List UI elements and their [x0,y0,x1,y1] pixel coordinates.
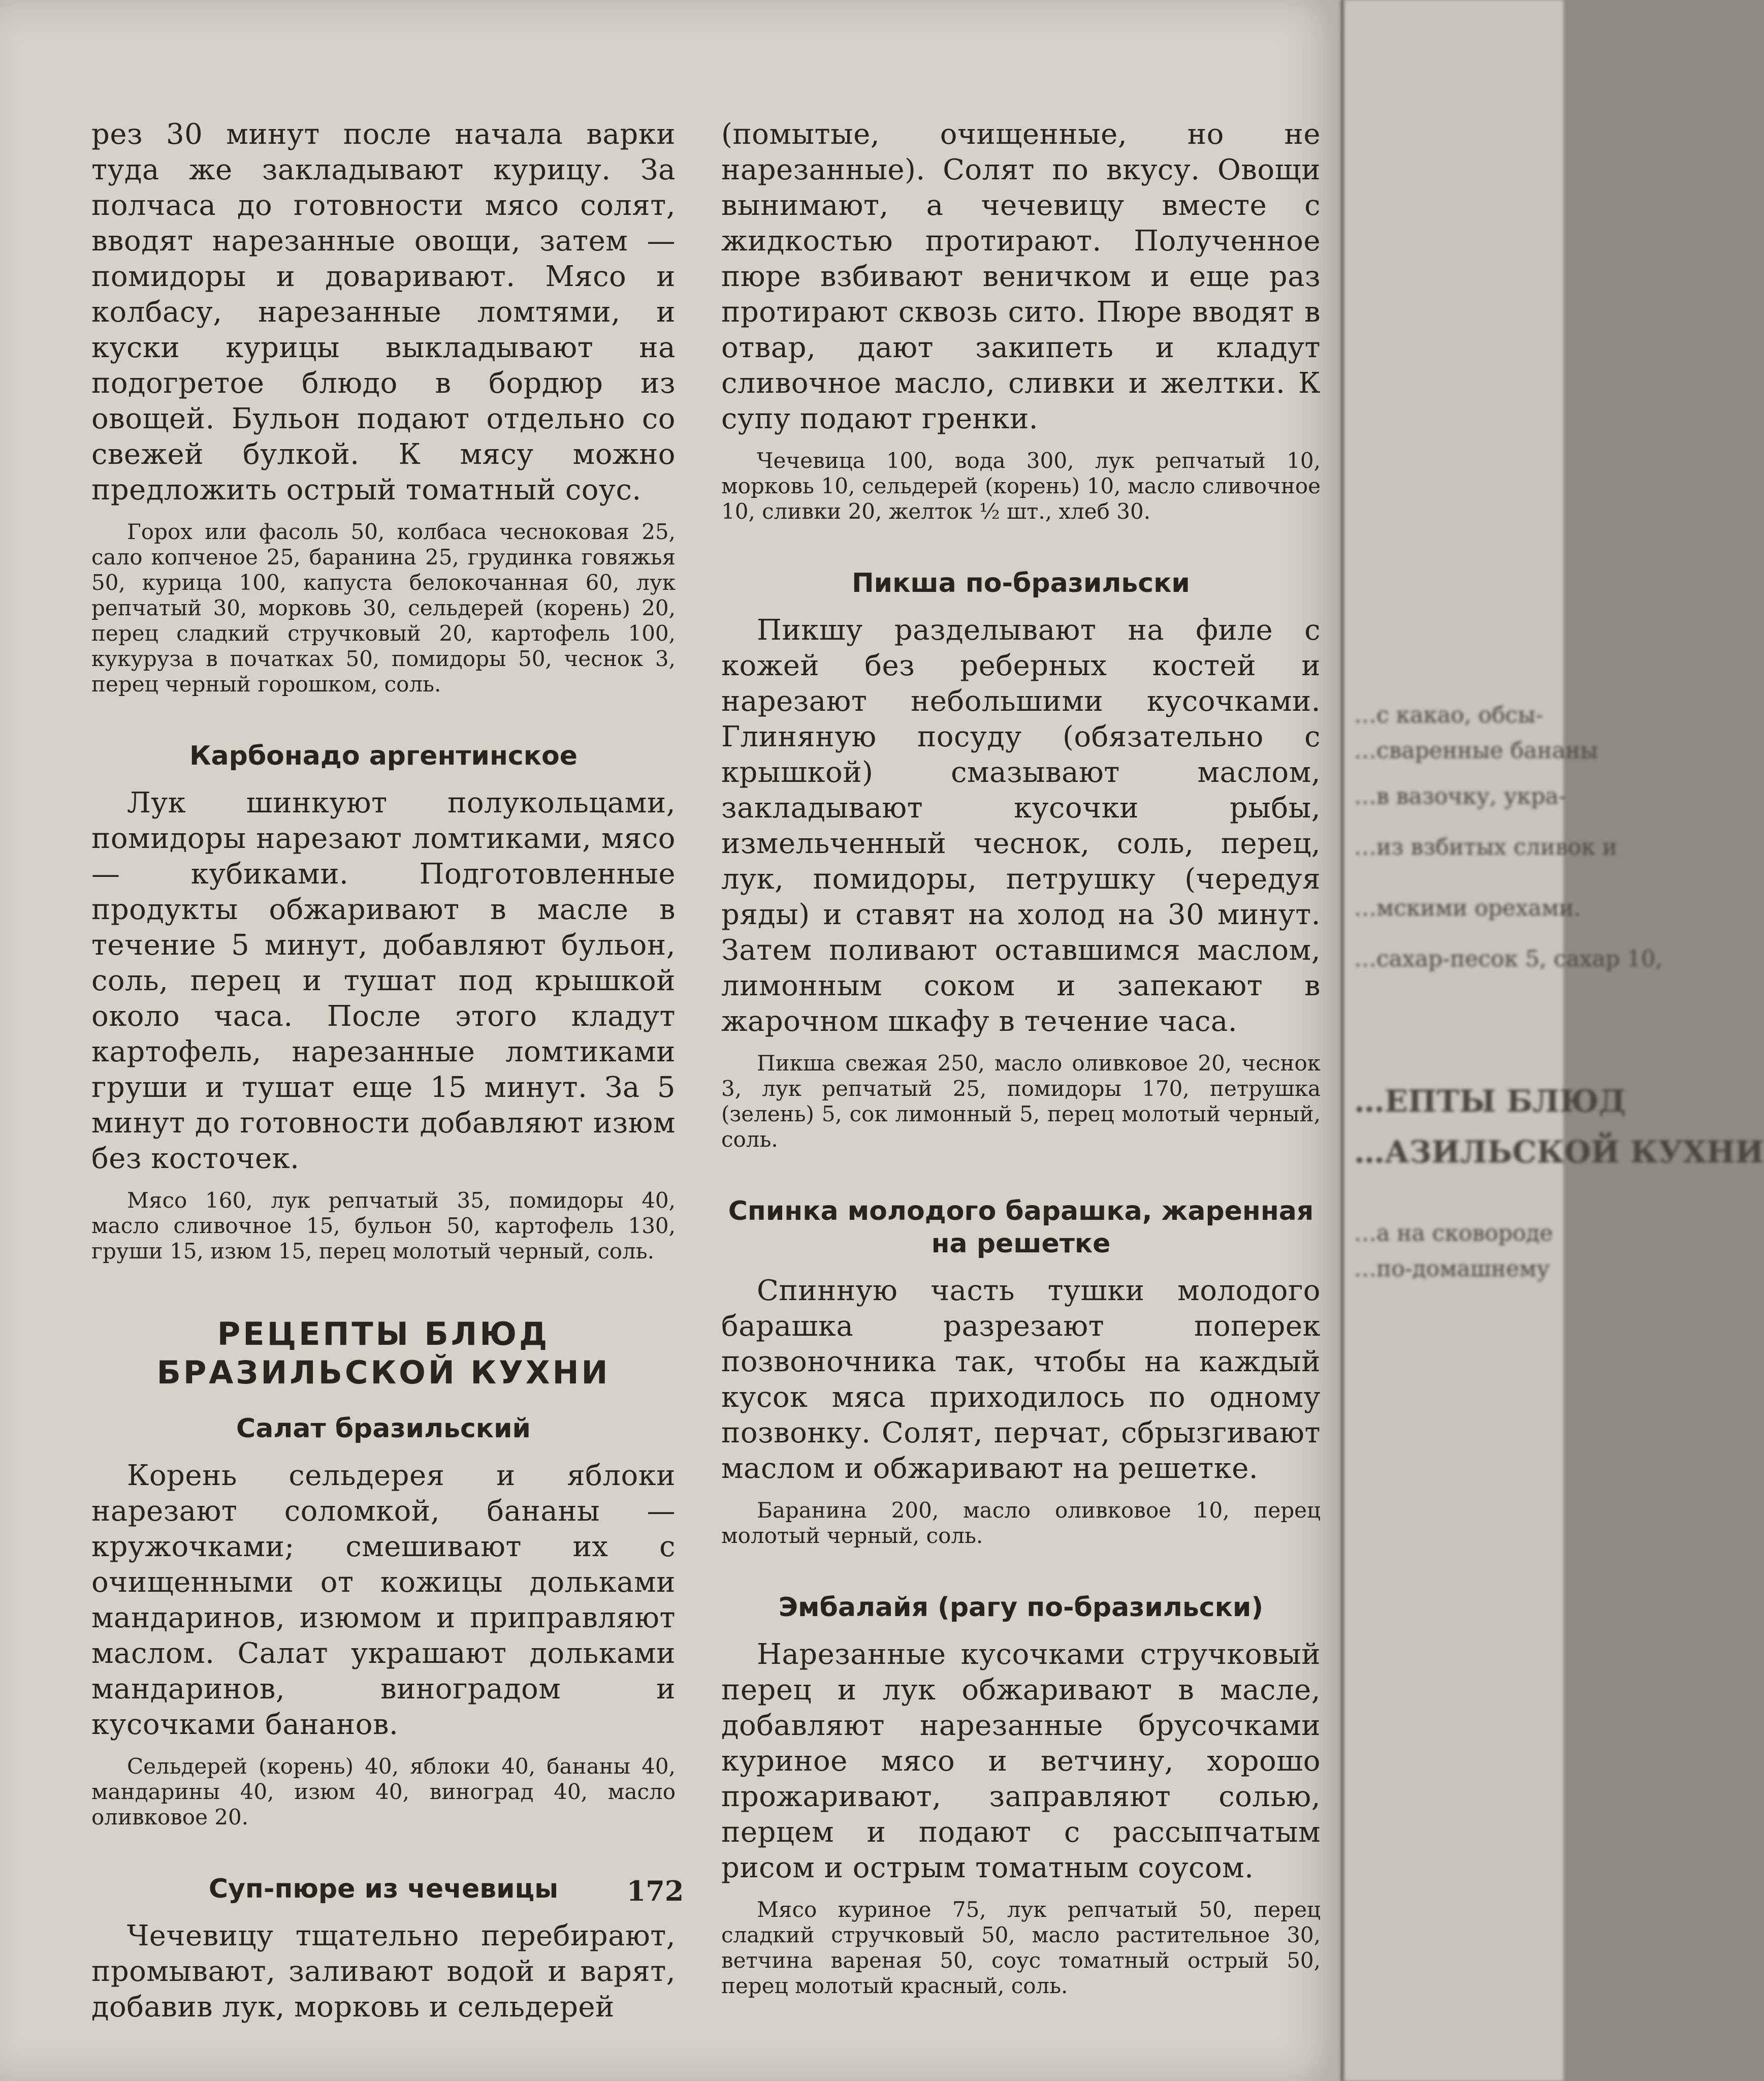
embalaya-ingredients: Мясо куриное 75, лук репчатый 50, перец сладкий стручковый 50, масло растительное 30, ветчина вареная 50, соус томатный острый 50, перец молотый красный, соль. [721,1897,1321,1998]
embalaya-title: Эмбалайя (рагу по-бразильски) [778,1592,1264,1623]
adjacent-heading: …АЗИЛЬСКОЙ КУХНИ [1354,1134,1764,1170]
haddock-text: Пикшу разделывают на филе с кожей без реберных костей и нарезают небольшими кусочками. Глиняную посуду (обязательно с крышкой) смазывают маслом, закладывают кусочки рыбы, измельченный чеснок, соль, перец, лук, помидоры, петрушку (чередуя ряды) и ставят на холод на 30 минут. Затем поливают оставшимся маслом, лимонным соком и запекают в жарочном шкафу в течение часа. [721,614,1321,1038]
salad-title: Салат бразильский [236,1413,531,1444]
intro-paragraph: рез 30 минут после начала варки туда же закладывают курицу. За полчаса до готовности мясо солят, вводят нарезанные овощи, затем — помидоры и доваривают. Мясо и колбасу, нарезанные ломтями, и куски курицы выкладывают на подогретое блюдо в бордюр из овощей. Бульон подают отдельно со свежей булкой. К мясу можно предложить острый томатный соус. [91,118,676,507]
salad-text: Корень сельдерея и яблоки нарезают соломкой, бананы — кружочками; смешивают их с очищенными от кожицы дольками мандаринов, изюмом и приправляют маслом. Салат украшают дольками мандаринов, виноградом и кусочками бананов. [91,1459,676,1741]
embalaya-text: Нарезанные кусочками стручковый перец и лук обжаривают в масле, добавляют нарезанные брусочками куриное мясо и ветчину, хорошо прожаривают, заправляют солью, перцем и подают с рассыпчатым рисом и острым томатным соусом. [721,1638,1321,1884]
adjacent-fragment: …мскими орехами. [1354,895,1581,921]
adjacent-fragment: …с какао, обсы- [1354,702,1544,728]
adjacent-fragment: …а на сковороде [1354,1220,1553,1246]
haddock-ingredients: Пикша свежая 250, масло оливковое 20, чеснок 3, лук репчатый 25, помидоры 170, петрушка (зелень) 5, сок лимонный 5, перец молотый черный, соль. [721,1051,1321,1152]
section-heading: РЕЦЕПТЫ БЛЮД БРАЗИЛЬСКОЙ КУХНИ [156,1315,611,1391]
left-column [91,117,676,2025]
adjacent-fragment: …сваренные бананы [1354,738,1598,764]
haddock-title: Пикша по-бразильски [852,568,1190,598]
lamb-title: Спинка молодого барашка, жаренная на решетке [728,1196,1314,1259]
carbonado-text: Лук шинкуют полукольцами, помидоры нарезают ломтиками, мясо — кубиками. Подготовленные продукты обжаривают в масле в течение 5 минут, добавляют бульон, соль, перец и тушат под крышкой около часа. После этого кладут картофель, нарезанные ломтиками груши и тушат еще 15 минут. За 5 минут до готовности добавляют изюм без косточек. [91,786,676,1175]
lentil-soup-continued: (помытые, очищенные, но не нарезанные). Солят по вкусу. Овощи вынимают, а чечевицу вместе с жидкостью протирают. Полученное пюре взбивают веничком и еще раз протирают сквозь сито. Пюре вводят в отвар, дают закипеть и кладут сливочное масло, сливки и желтки. К супу подают гренки. [721,118,1321,435]
adjacent-heading: …ЕПТЫ БЛЮД [1354,1084,1626,1119]
right-column [721,117,1321,1999]
salad-ingredients: Сельдерей (корень) 40, яблоки 40, бананы 40, мандарины 40, изюм 40, виноград 40, масло оливковое 20. [91,1754,676,1830]
carbonado-ingredients: Мясо 160, лук репчатый 35, помидоры 40, масло сливочное 15, бульон 50, картофель 130, груши 15, изюм 15, перец молотый черный, соль. [91,1188,676,1264]
adjacent-fragment: …по-домашнему [1354,1256,1550,1282]
lentil-soup-title: Суп-пюре из чечевицы [208,1874,559,1904]
adjacent-fragment: …из взбитых сливок и [1354,834,1618,860]
lentil-soup-ingredients: Чечевица 100, вода 300, лук репчатый 10, морковь 10, сельдерей (корень) 10, масло сливочное 10, сливки 20, желток ½ шт., хлеб 30. [721,448,1321,524]
page-number: 172 [626,1875,684,1907]
lamb-ingredients: Баранина 200, масло оливковое 10, перец молотый черный, соль. [721,1498,1321,1548]
adjacent-page [1341,0,1764,2081]
lamb-text: Спинную часть тушки молодого барашка разрезают поперек позвоночника так, чтобы на каждый кусок мяса приходилось по одному позвонку. Солят, перчат, сбрызгивают маслом и обжаривают на решетке. [721,1274,1321,1485]
carbonado-title: Карбонадо аргентинское [189,741,578,771]
adjacent-fragment: …сахар-песок 5, сахар 10, [1354,946,1662,972]
adjacent-fragment: …в вазочку, укра- [1354,783,1566,809]
lentil-soup-text: Чечевицу тщательно перебирают, промывают, заливают водой и варят, добавив лук, морковь и сельдерей [91,1919,676,2024]
intro-ingredients: Горох или фасоль 50, колбаса чесноковая 25, сало копченое 25, баранина 25, грудинка говяжья 50, курица 100, капуста белокочанная 60, лук репчатый 30, морковь 30, сельдерей (корень) 20, перец сладкий стручковый 20, картофель 100, кукуруза в початках 50, помидоры 50, чеснок 3, перец черный горошком, соль. [91,519,676,697]
